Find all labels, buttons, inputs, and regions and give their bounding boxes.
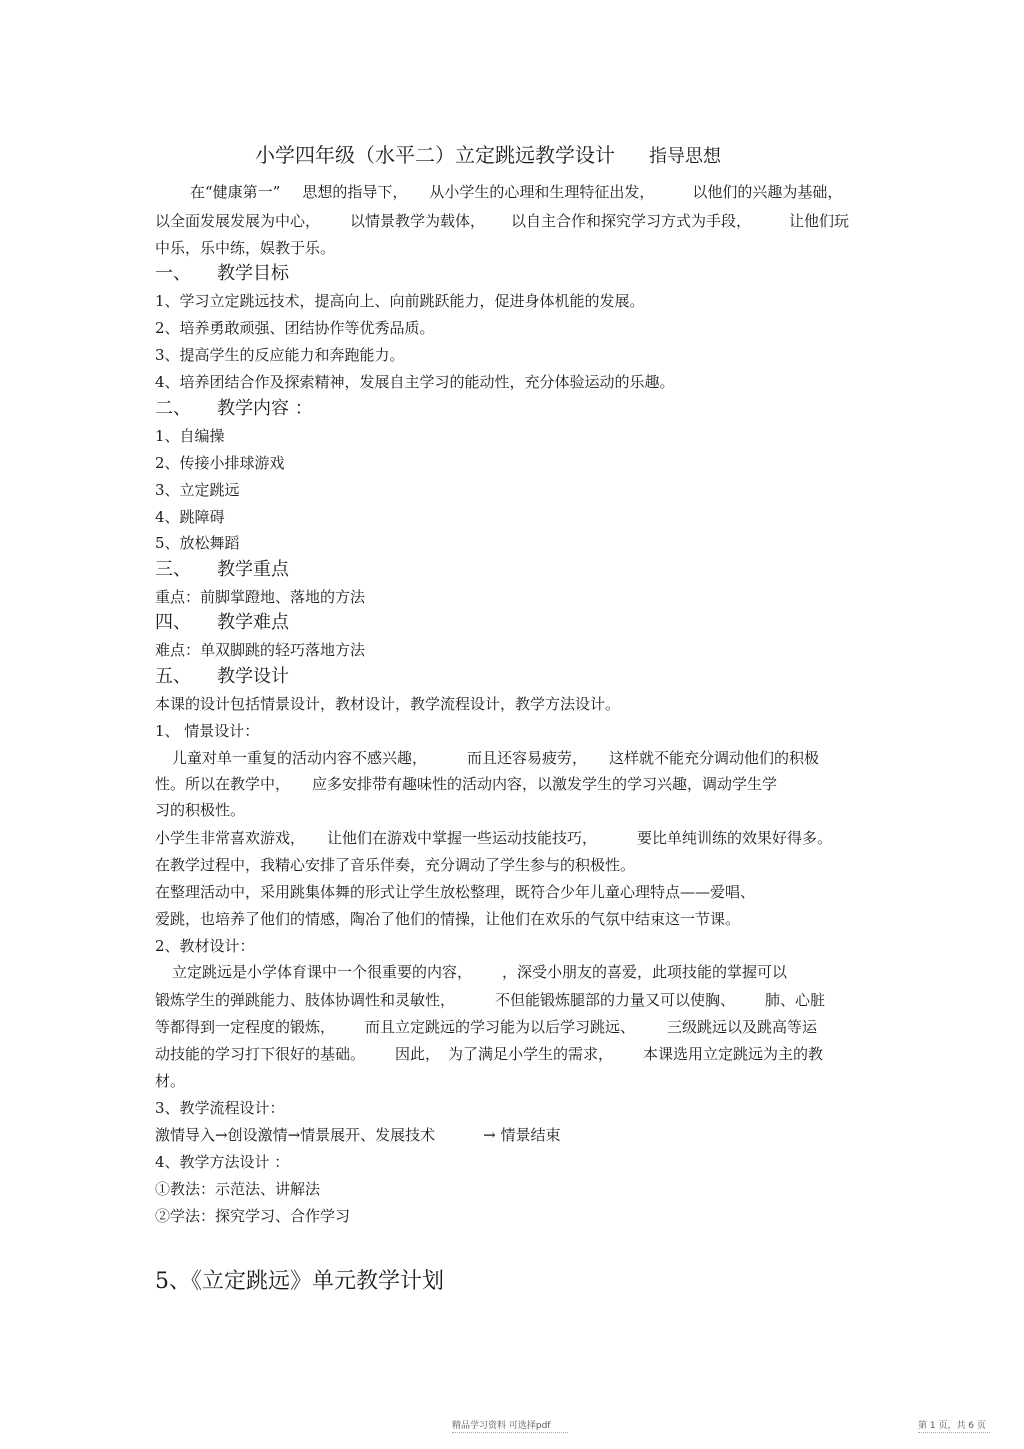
material-line-2: 锻炼学生的弹跳能力、肢体协调性和灵敏性， 不但能锻炼腿部的力量又可以使胸、 肺、心脏 [155,991,826,1009]
method-teaching: ①教法：示范法、讲解法 [155,1180,321,1198]
material-line-4: 动技能的学习打下很好的基础。 因此， 为了满足小学生的需求， 本课选用立定跳远为主的教 [155,1045,824,1063]
footer-rule-right [918,1432,990,1433]
method-title: 4、教学方法设计 ： [155,1153,290,1171]
material-line-1: 立定跳远是小学体育课中一个很重要的内容， ，深受小朋友的喜爱，此项技能的掌握可以 [172,963,788,981]
difficulty: 难点：单双脚跳的轻巧落地方法 [155,641,366,659]
footer-page-number: 第 1 页，共 6 页 [918,1421,986,1431]
scene-line-5: 在教学过程中，我精心安排了音乐伴奏，充分调动了学生参与的积极性。 [155,856,636,874]
material-line-5: 材。 [155,1072,186,1090]
goal-4: 4、培养团结合作及探索精神，发展自主学习的能动性，充分体验运动的乐趣。 [155,373,675,391]
scene-line-2: 性。所以在教学中， 应多安排带有趣味性的活动内容，以激发学生的学习兴趣，调动学生学 [155,775,778,793]
design-intro: 本课的设计包括情景设计，教材设计，教学流程设计，教学方法设计。 [155,695,621,713]
goal-1: 1、学习立定跳远技术，提高向上、向前跳跃能力，促进身体机能的发展。 [155,292,645,310]
content-4: 4、跳障碍 [155,508,225,526]
material-title: 2、教材设计： [155,937,255,955]
intro-line-2: 以全面发展发展为中心， 以情景教学为载体， 以自主合作和探究学习方式为手段， 让他们玩 [155,212,850,230]
footer-left-text: 精品学习资料 可选择pdf [452,1421,551,1431]
flow-steps: 激情导入→创设激情→情景展开、发展技术 → 情景结束 [155,1126,561,1144]
flow-title: 3、教学流程设计： [155,1099,285,1117]
intro-line-1: 在“健康第一” 思想的指导下， 从小学生的心理和生理特征出发， 以他们的兴趣为基础， [190,183,843,201]
content-1: 1、自编操 [155,427,225,445]
section-5-heading: 五、 教学设计 [155,666,289,687]
scene-title: 1、 情景设计： [155,722,260,740]
document-title [255,142,721,170]
content-5: 5、放松舞蹈 [155,534,240,552]
goal-3: 3、提高学生的反应能力和奔跑能力。 [155,346,405,364]
section-1-heading: 一、 教学目标 [155,263,289,284]
material-line-3: 等都得到一定程度的锻炼， 而且立定跳远的学习能为以后学习跳远、 三级跳远以及跳高等运 [155,1018,818,1036]
section-3-heading: 三、 教学重点 [155,559,289,580]
scene-line-4: 小学生非常喜欢游戏， 让他们在游戏中掌握一些运动技能技巧， 要比单纯训练的效果好得多。 [155,829,833,847]
method-learning: ②学法：探究学习、合作学习 [155,1207,351,1225]
scene-line-7: 爱跳，也培养了他们的情感，陶冶了他们的情操，让他们在欢乐的气氛中结束这一节课。 [155,910,741,928]
goal-2: 2、培养勇敢顽强、团结协作等优秀品质。 [155,319,435,337]
unit-plan-heading: 5、《立定跳远》单元教学计划 [155,1269,444,1294]
section-4-heading: 四、 教学难点 [155,612,289,633]
scene-line-6: 在整理活动中，采用跳集体舞的形式让学生放松整理，既符合少年儿童心理特点——爱唱、 [155,883,756,901]
title-sub: 指导思想 [649,146,721,167]
title-main: 小学四年级（水平二）立定跳远教学设计 [255,143,615,167]
content-3: 3、立定跳远 [155,481,240,499]
content-2: 2、传接小排球游戏 [155,454,285,472]
key-point: 重点：前脚掌蹬地、落地的方法 [155,588,366,606]
scene-line-3: 习的积极性。 [155,801,246,819]
intro-line-3: 中乐，乐中练，娱教于乐。 [155,239,336,257]
section-2-heading: 二、 教学内容 ： [155,398,313,419]
scene-line-1: 儿童对单一重复的活动内容不感兴趣， 而且还容易疲劳， 这样就不能充分调动他们的积极 [172,749,820,767]
footer-rule-left [452,1432,568,1433]
